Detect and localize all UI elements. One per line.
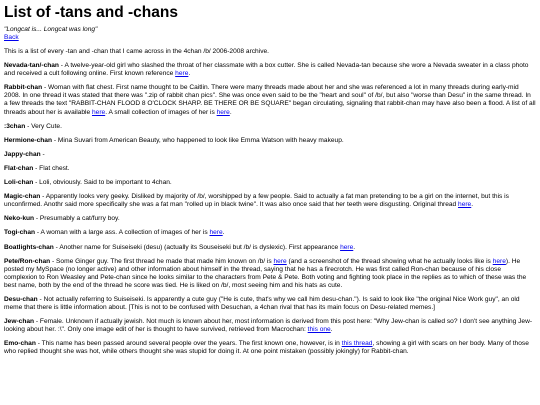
entry-text: ). He posted my MySpace (no longer active) and other information about himself in the thread, saying that he has a firecrotch. He was first called Ron-chan because of his close complexion to Ron Weasley and Pete-chan since he looks similar to the characters from Pete & Pete. Both voting and fighting took place in the replies as to which of these was the best name, both by the end of the thread he score was tied. He is liked on /b/, most seeing him and his hats as cute.	[4, 257, 527, 289]
entry-link[interactable]: here	[492, 257, 506, 265]
entry-name: Magic-chan	[4, 193, 41, 201]
entry-text: .	[222, 229, 225, 237]
entry-text: - Female. Unknown if actually jewish. Not much is known about her, most information is derived from this post here: "Why Jew-chan is called so? I don't see anything Jew-looking about her. :\". Only one image edit of her is thought to have survived, retrieved from Macrochan:	[4, 318, 533, 334]
entry-text: - Very Cute.	[25, 122, 62, 130]
entry-item	[4, 244, 536, 252]
entry-name: :3chan	[4, 122, 26, 130]
entry-text: - Another name for Suiseiseki (desu) (actually its Souseiseki but /b/ is dyslexic). First appearance	[53, 243, 341, 251]
entry-text: , showing a girl with scars on her body. Many of those who replied thought she was hot, while others thought she was stupid for doing it. At one point mistaken (possibly jokingly) for Rabbit-chan.	[4, 340, 529, 356]
entry-item	[4, 193, 536, 209]
entry-list	[4, 62, 536, 356]
entry-item	[4, 296, 536, 312]
entry-name: Rabbit-chan	[4, 84, 43, 92]
entry-item	[4, 137, 536, 145]
entry-name: Desu-chan	[4, 295, 38, 303]
entry-name: Jew-chan	[4, 318, 35, 326]
entry-name: Togi-chan	[4, 229, 36, 237]
entry-link[interactable]: here	[340, 243, 354, 251]
entry-text: - Not actually referring to Suiseiseki. Is apparently a cute guy ("He is cute, that's why we call him desu-chan."). Is said to look like "the original Nice Work guy", an old meme that there is little information about. [This is not to be confused with Desuchan, a 4chan rival that has its main focus on Desu-related memes.]	[4, 295, 520, 312]
entry-text: .	[229, 108, 232, 116]
entry-text: .	[188, 70, 191, 78]
entry-item	[4, 340, 536, 356]
entry-item	[4, 179, 536, 187]
entry-item	[4, 62, 536, 78]
entry-text: .	[330, 326, 333, 334]
entry-text: -	[40, 150, 45, 158]
entry-link[interactable]: this thread	[341, 340, 373, 348]
entry-item	[4, 318, 536, 334]
entry-link[interactable]: here	[216, 108, 230, 116]
entry-item	[4, 229, 536, 237]
entry-item	[4, 123, 536, 131]
entry-text: - Presumably a cat/furry boy.	[34, 215, 120, 223]
entry-text: - Apparently looks very geeky. Disliked by majority of /b/, worshipped by a few people. Said to actually a fat man pretending to be a girl on the internet, but this is unconfirmed. Anothr said more specifically she was a fat man "rolled up in black twine". It was also once said that her teeth were disgusting. Original thread	[4, 193, 509, 209]
entry-text: .	[353, 243, 356, 251]
entry-link[interactable]: here	[458, 201, 472, 209]
entry-item	[4, 258, 536, 290]
entry-name: Loli-chan	[4, 179, 34, 187]
entry-link[interactable]: this one	[307, 326, 331, 334]
entry-name: Boatlights-chan	[4, 243, 54, 251]
entry-item	[4, 151, 536, 159]
intro-text: This is a list of every -tan and -chan that I came across in the 4chan /b/ 2006-2008 archive.	[4, 48, 269, 55]
entry-link[interactable]: here	[209, 229, 223, 237]
entry-text: - This name has been passed around several people over the years. The first known one, however, is in	[35, 340, 342, 348]
entry-item	[4, 165, 536, 173]
entry-name: Hermione-chan	[4, 136, 52, 144]
entry-text: - Mina Suvari from American Beauty, who happened to look like Emma Watson with heavy makeup.	[52, 136, 344, 144]
entry-item	[4, 215, 536, 223]
entry-item	[4, 84, 536, 116]
entry-text: - Some Ginger guy. The first thread he made that made him known on /b/ is	[50, 257, 274, 265]
entry-name: Jappy-chan	[4, 150, 41, 158]
entry-text: (and a screenshot of the thread showing what he actually looks like is	[286, 257, 493, 265]
entry-text: - A woman with a large ass. A collection of images of her is	[35, 229, 210, 237]
entry-name: Pete/Ron-chan	[4, 257, 51, 265]
entry-text: - Flat chest.	[33, 164, 70, 172]
page-title: List of -tans and -chans	[4, 4, 178, 21]
entry-text: .	[471, 201, 474, 209]
entry-text: . A small collection of images of her is	[105, 108, 217, 116]
entry-text: - Woman with flat chest. First name thought to be Caitlin. There were many threads made about her and she was referenced a lot in many threads during early-mid 2008. In one thread it was stated that there was ".zip of rabbit chan pics". She was once even said to be the "heart and soul" of /b/, but also "worse than Desu" in the same thread. In a few threads the text "RABBIT-CHAN FLOOD 8 O'CLOCK SHARP. BE THERE OR BE SQUARE" began circulating, signaling that rabbit-chan may have also been a flood. A list of all threads about her is available	[4, 84, 536, 116]
entry-name: Neko-kun	[4, 215, 35, 223]
entry-text: - A twelve-year-old girl who slashed the throat of her classmate with a box cutter. She is called Nevada-tan because she wore a Nevada sweater in a class photo and received a cult following online. First known reference	[4, 62, 529, 78]
tagline-quote: "Longcat is... Longcat was long"	[4, 26, 98, 33]
back-link[interactable]: Back	[4, 34, 19, 41]
entry-link[interactable]: here	[91, 108, 106, 116]
entry-text: - Loli, obviously. Said to be important to 4chan.	[33, 179, 172, 187]
entry-name: Flat-chan	[4, 164, 34, 172]
entry-name: Nevada-tan/-chan	[4, 62, 59, 70]
entry-name: Emo-chan	[4, 340, 36, 348]
entry-link[interactable]: here	[175, 70, 189, 78]
entry-link[interactable]: here	[273, 257, 287, 265]
